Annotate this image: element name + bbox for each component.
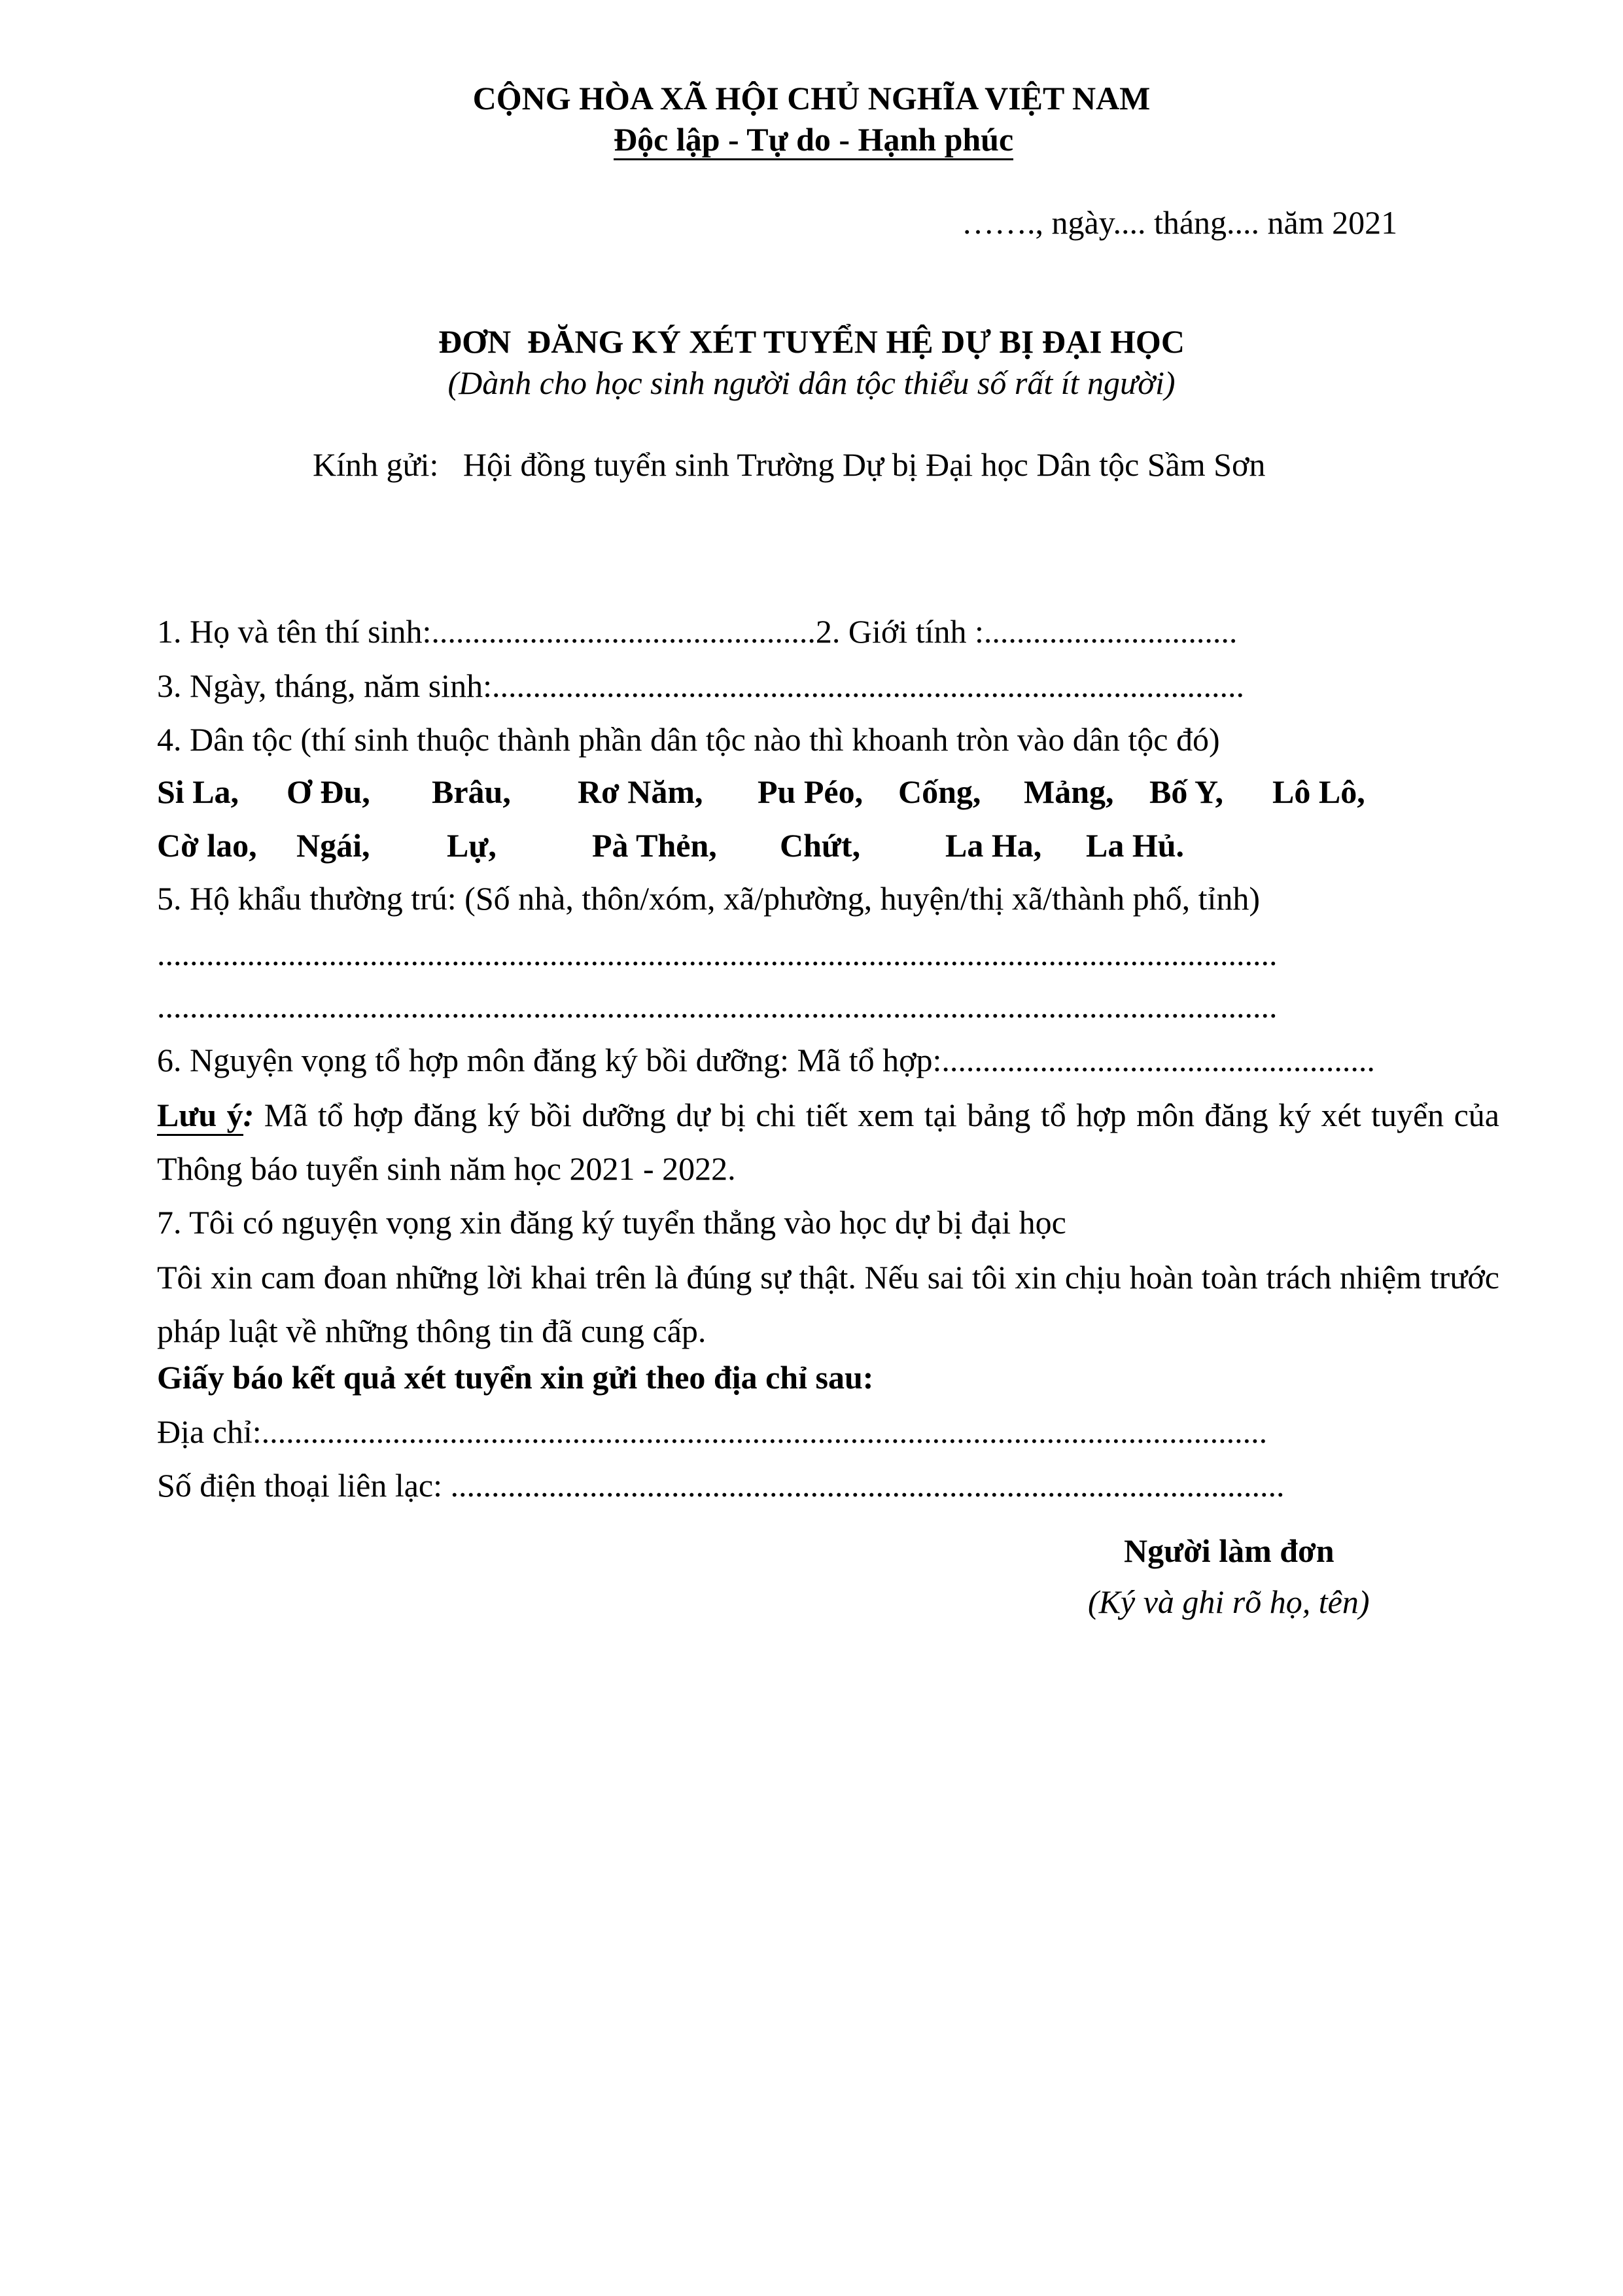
ethnic-option: Si La, (157, 773, 239, 810)
ethnic-option: La Ha, (945, 827, 1042, 864)
field-birthdate: 3. Ngày, tháng, năm sinh:............................................................................................ (157, 667, 1244, 704)
ethnic-option: Cờ lao, (157, 827, 257, 864)
ethnic-option: Pà Thẻn, (592, 827, 717, 864)
note-label: Lưu ý (157, 1097, 243, 1136)
ethnic-option: Brâu, (432, 773, 511, 810)
form-title: ĐƠN ĐĂNG KÝ XÉT TUYỂN HỆ DỰ BỊ ĐẠI HỌC (438, 323, 1185, 360)
note-text: Mã tổ hợp đăng ký bồi dưỡng dự bị chi tiết xem tại bảng tổ hợp môn đăng ký xét tuyển của Thông báo tuyển sinh năm học 2021 - 2022. (157, 1097, 1499, 1187)
ethnic-option: Rơ Năm, (578, 773, 703, 810)
ethnic-option: Cống, (898, 773, 981, 810)
ethnic-option: Lô Lô, (1272, 773, 1365, 810)
national-motto-text: Độc lập - Tự do - Hạnh phúc (614, 121, 1013, 160)
signature-instruction: (Ký và ghi rõ họ, tên) (1088, 1583, 1370, 1620)
country-name: CỘNG HÒA XÃ HỘI CHỦ NGHĨA VIỆT NAM (472, 80, 1151, 116)
recipient-line: Kính gửi: Hội đồng tuyển sinh Trường Dự bị Đại học Dân tộc Sầm Sơn (313, 446, 1266, 483)
ethnic-option: Mảng, (1024, 773, 1114, 810)
ethnic-groups-row-2 (0, 826, 1623, 865)
field-ethnicity: 4. Dân tộc (thí sinh thuộc thành phần dân tộc nào thì khoanh tròn vào dân tộc đó) (157, 721, 1220, 758)
signature-title: Người làm đơn (1124, 1532, 1335, 1569)
ethnic-option: Lự, (447, 827, 497, 864)
field-residence: 5. Hộ khẩu thường trú: (Số nhà, thôn/xóm, xã/phường, huyện/thị xã/thành phố, tỉnh) (157, 880, 1261, 917)
mail-heading: Giấy báo kết quả xét tuyển xin gửi theo địa chỉ sau: (157, 1359, 874, 1396)
date-line: ……., ngày.... tháng.... năm 2021 (962, 204, 1398, 241)
field-residence-line-2: ......................................................................................................................................... (157, 988, 1278, 1025)
field-subject-combination: 6. Nguyện vọng tổ hợp môn đăng ký bồi dưỡng: Mã tổ hợp:..................................................... (157, 1042, 1375, 1078)
ethnic-option: La Hủ. (1086, 827, 1185, 864)
field-direct-admission: 7. Tôi có nguyện vọng xin đăng ký tuyển thẳng vào học dự bị đại học (157, 1204, 1066, 1241)
field-address: Địa chỉ:........................................................................................................................... (157, 1413, 1268, 1450)
ethnic-option: Chứt, (780, 827, 861, 864)
ethnic-groups-row-1 (0, 772, 1623, 811)
commitment-paragraph: Tôi xin cam đoan những lời khai trên là đúng sự thật. Nếu sai tôi xin chịu hoàn toàn trách nhiệm trước pháp luật về những thông tin đã cung cấp. (157, 1259, 1499, 1349)
ethnic-option: Pu Péo, (758, 773, 864, 810)
field-phone: Số điện thoại liên lạc: ...................................................................................................... (157, 1467, 1285, 1504)
form-subtitle: (Dành cho học sinh người dân tộc thiểu số rất ít người) (447, 364, 1176, 401)
ethnic-option: Bố Y, (1149, 773, 1224, 810)
field-name-gender: 1. Họ và tên thí sinh:...............................................2. Giới tính :............................... (157, 613, 1238, 650)
ethnic-option: Ngái, (296, 827, 370, 864)
note-paragraph (157, 1088, 1499, 1195)
field-residence-line-1: ......................................................................................................................................... (157, 936, 1278, 972)
note-colon: : (243, 1097, 254, 1133)
national-motto (614, 120, 1013, 159)
ethnic-option: Ơ Đu, (287, 773, 370, 810)
